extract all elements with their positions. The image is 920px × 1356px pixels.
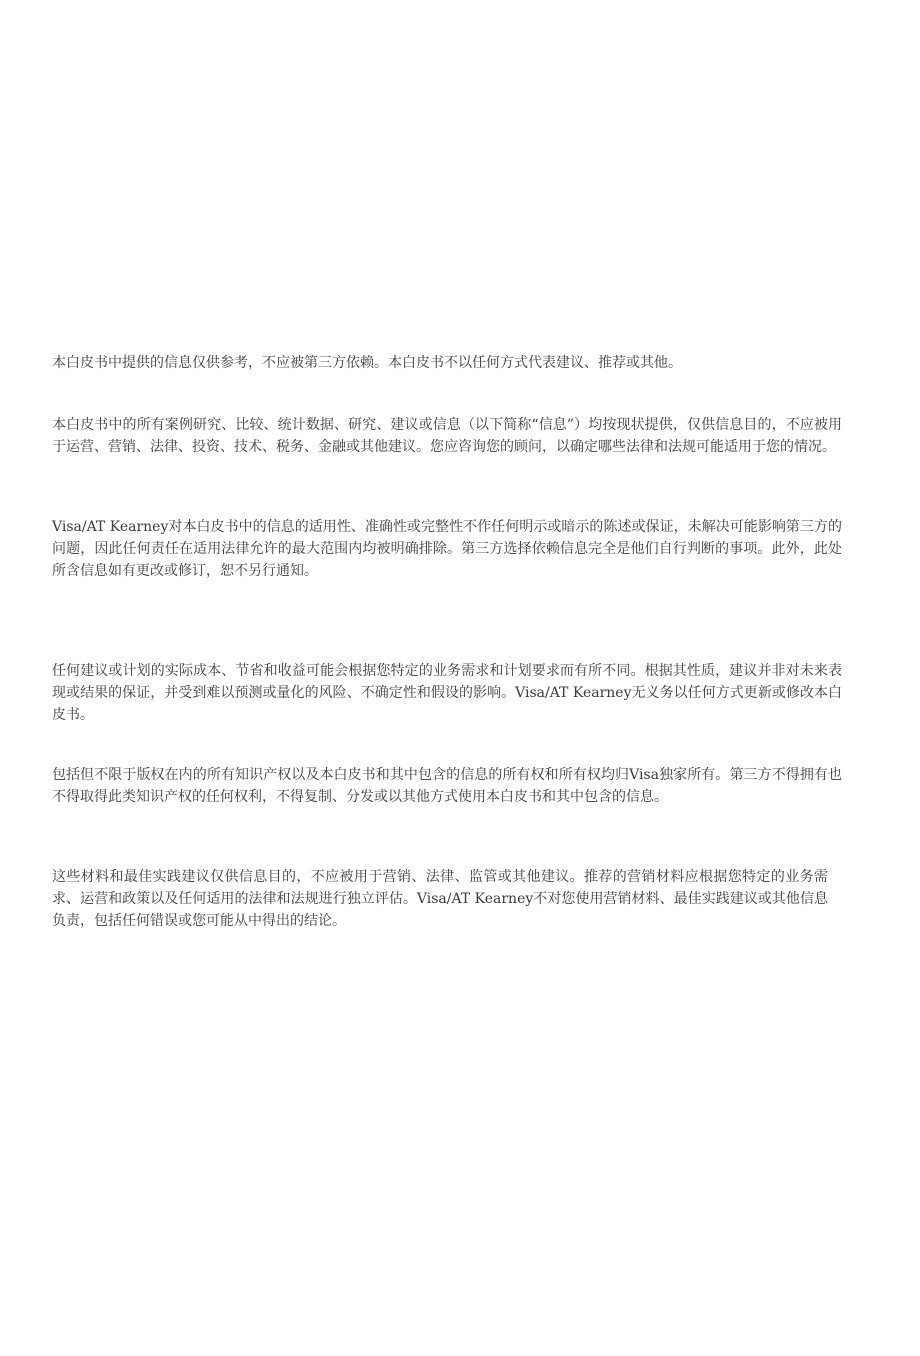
disclaimer-paragraph-no-warranty: Visa/AT Kearney对本白皮书中的信息的适用性、准确性或完整性不作任何明示或暗示的陈述或保证，未解决可能影响第三方的问题，因此任何责任在适用法律允许的最大范围内均被明确排除。第三方选择依赖信息完全是他们自行判断的事项。此外，此处所含信息如有更改或修订，恕不另行通知。 [52, 519, 842, 579]
disclaimer-paragraph-intellectual-property: 包括但不限于版权在内的所有知识产权以及本白皮书和其中包含的信息的所有权和所有权均归Visa独家所有。第三方不得拥有也不得取得此类知识产权的任何权利，不得复制、分发或以其他方式使用本白皮书和其中包含的信息。 [52, 767, 842, 805]
disclaimer-paragraph-reference-only: 本白皮书中提供的信息仅供参考，不应被第三方依赖。本白皮书不以任何方式代表建议、推荐或其他。 [52, 355, 682, 371]
disclaimer-paragraph-information-as-is: 本白皮书中的所有案例研究、比较、统计数据、研究、建议或信息（以下简称“信息”）均按现状提供，仅供信息目的，不应被用于运营、营销、法律、投资、技术、税务、金融或其他建议。您应咨询您的顾问，以确定哪些法律和法规可能适用于您的情况。 [52, 417, 842, 455]
disclaimer-paragraph-marketing-materials: 这些材料和最佳实践建议仅供信息目的，不应被用于营销、法律、监管或其他建议。推荐的营销材料应根据您特定的业务需求、运营和政策以及任何适用的法律和法规进行独立评估。Visa/AT Kearney不对您使用营销材料、最佳实践建议或其他信息负责，包括任何错误或您可能从中得出的结论。 [52, 869, 828, 929]
disclaimer-paragraph-actual-costs: 任何建议或计划的实际成本、节省和收益可能会根据您特定的业务需求和计划要求而有所不同。根据其性质，建议并非对未来表现或结果的保证，并受到难以预测或量化的风险、不确定性和假设的影响。Visa/AT Kearney无义务以任何方式更新或修改本白皮书。 [52, 663, 842, 723]
